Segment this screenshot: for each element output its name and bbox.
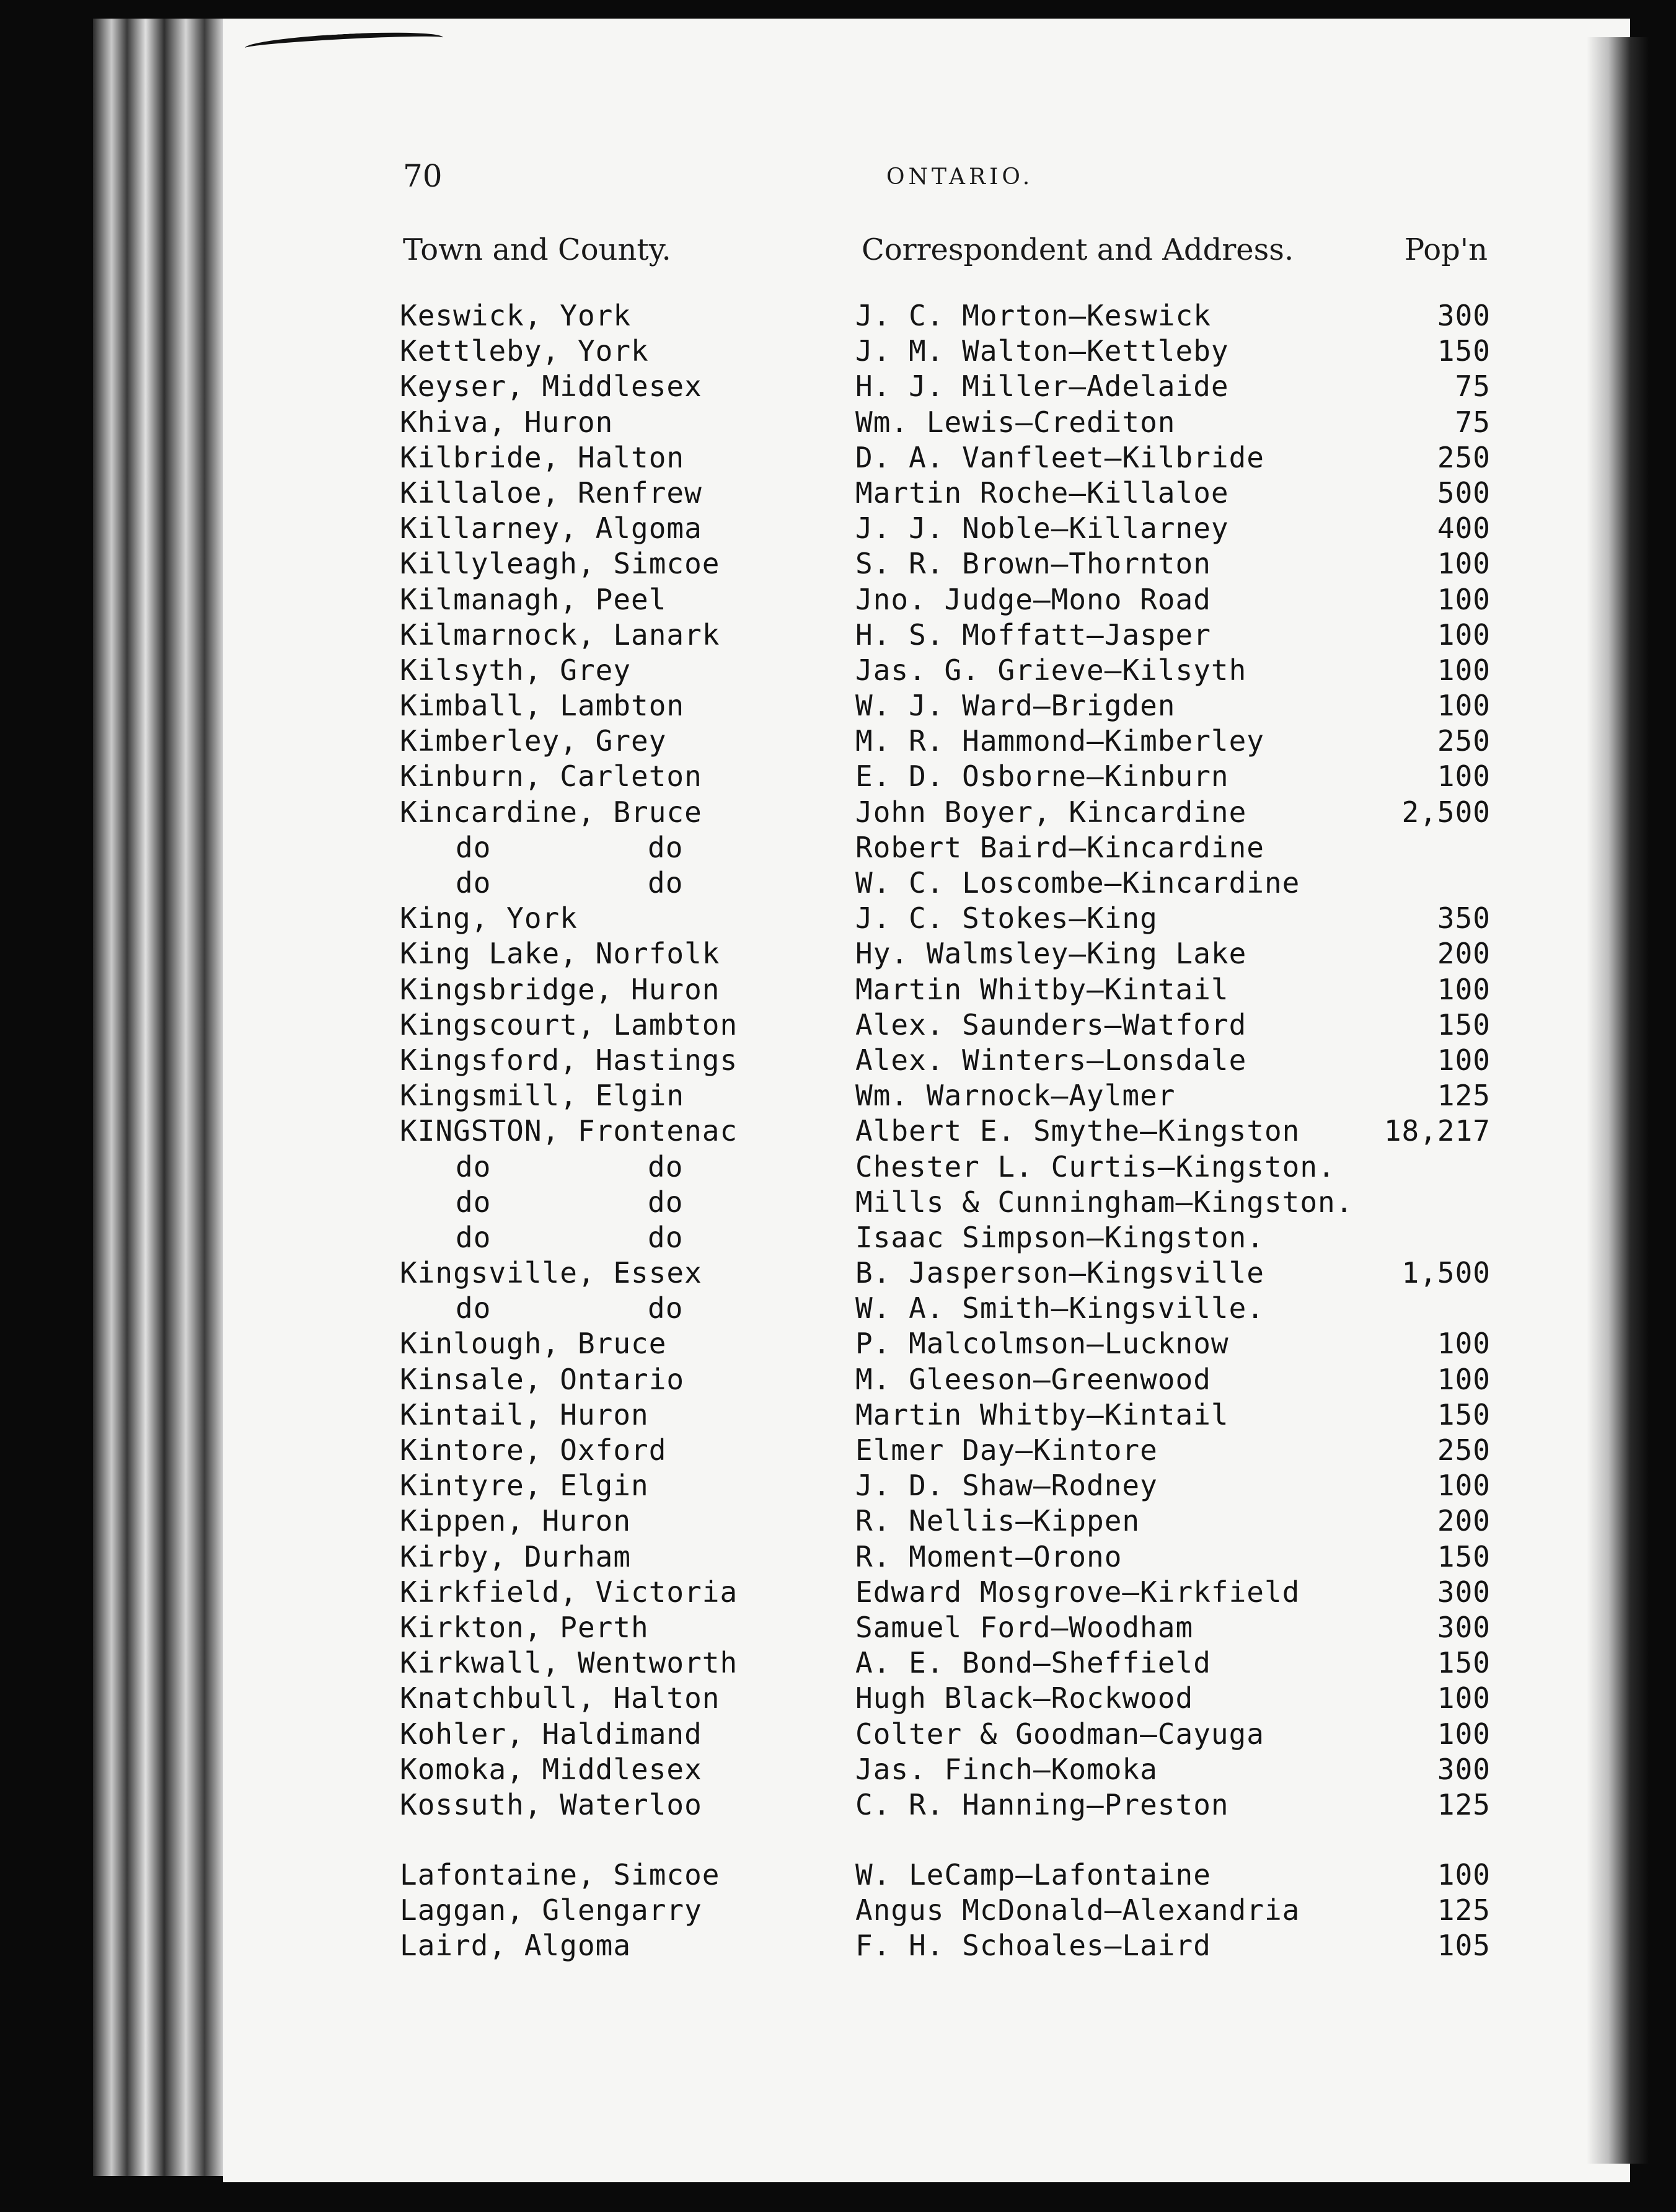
town-county: Keyser, Middlesex <box>400 369 702 404</box>
population: 150 <box>1437 1397 1491 1431</box>
town-county: Kintyre, Elgin <box>400 1469 649 1503</box>
list-item <box>400 333 1491 368</box>
correspondent-address: Wm. Warnock—Aylmer <box>855 1079 1176 1113</box>
population: 150 <box>1437 334 1491 368</box>
list-item <box>400 510 1491 546</box>
population: 150 <box>1437 1646 1491 1680</box>
list-item <box>400 688 1491 723</box>
list-item <box>400 830 1491 865</box>
ditto-mark: do <box>456 1185 492 1219</box>
population: 125 <box>1437 1787 1491 1821</box>
list-item <box>400 1892 1491 1927</box>
list-item <box>400 1113 1491 1148</box>
directory-list <box>400 298 1491 1963</box>
list-item <box>400 1077 1491 1113</box>
ditto-mark: do <box>648 1291 684 1325</box>
population: 100 <box>1437 1043 1491 1077</box>
population: 100 <box>1437 582 1491 616</box>
town-county: Kohler, Haldimand <box>400 1717 702 1751</box>
correspondent-address: Mills & Cunningham—Kingston. <box>855 1185 1354 1219</box>
correspondent-address: J. C. Morton—Keswick <box>855 299 1211 332</box>
population: 100 <box>1437 1469 1491 1503</box>
list-item <box>400 1574 1491 1609</box>
list-item <box>400 794 1491 830</box>
town-county: Kintail, Huron <box>400 1397 649 1431</box>
town-county: Lafontaine, Simcoe <box>400 1858 720 1892</box>
population: 250 <box>1437 440 1491 474</box>
town-county: Kintore, Oxford <box>400 1433 667 1467</box>
ditto-mark: do <box>648 1220 684 1254</box>
list-item <box>400 1397 1491 1432</box>
population: 400 <box>1437 511 1491 546</box>
population: 100 <box>1437 689 1491 723</box>
list-item <box>400 440 1491 475</box>
town-county: Komoka, Middlesex <box>400 1752 702 1786</box>
column-header-pop: Pop'n <box>1404 232 1488 267</box>
ditto-mark: do <box>456 1291 492 1325</box>
town-county: Killarney, Algoma <box>400 511 702 546</box>
town-county: Kingscourt, Lambton <box>400 1007 738 1042</box>
town-county: Kettleby, York <box>400 334 649 368</box>
population: 100 <box>1437 1858 1491 1892</box>
correspondent-address: W. LeCamp—Lafontaine <box>855 1858 1211 1892</box>
town-county: Kilsyth, Grey <box>400 653 632 687</box>
page-right-edge <box>1587 37 1649 2164</box>
town-county: Kirkfield, Victoria <box>400 1575 738 1609</box>
list-item <box>400 1184 1491 1219</box>
correspondent-address: R. Moment—Orono <box>855 1539 1122 1573</box>
correspondent-address: W. A. Smith—Kingsville. <box>855 1291 1264 1325</box>
list-item <box>400 546 1491 581</box>
population: 100 <box>1437 1362 1491 1396</box>
town-county: Killyleagh, Simcoe <box>400 547 720 581</box>
population: 2,500 <box>1401 795 1491 829</box>
list-item <box>400 723 1491 758</box>
population: 350 <box>1437 901 1491 936</box>
population: 250 <box>1437 1433 1491 1467</box>
population: 1,500 <box>1401 1256 1491 1290</box>
page-header <box>403 158 1488 201</box>
correspondent-address: J. M. Walton—Kettleby <box>855 334 1229 368</box>
running-head: ONTARIO. <box>886 164 1034 190</box>
town-county: Kinsale, Ontario <box>400 1362 685 1396</box>
correspondent-address: W. C. Loscombe—Kincardine <box>855 866 1300 900</box>
list-item <box>400 1361 1491 1397</box>
population: 18,217 <box>1383 1114 1491 1148</box>
list-item <box>400 1857 1491 1892</box>
list-item <box>400 936 1491 971</box>
ditto-mark: do <box>648 1185 684 1219</box>
ditto-mark: do <box>648 1149 684 1183</box>
town-county: Kirkwall, Wentworth <box>400 1646 738 1680</box>
list-item <box>400 1716 1491 1751</box>
correspondent-address: Hy. Walmsley—King Lake <box>855 937 1247 971</box>
correspondent-address: W. J. Ward—Brigden <box>855 689 1176 723</box>
list-item <box>400 368 1491 404</box>
population: 125 <box>1437 1893 1491 1927</box>
list-item <box>400 971 1491 1007</box>
correspondent-address: F. H. Schoales—Laird <box>855 1929 1211 1963</box>
population: 300 <box>1437 1752 1491 1786</box>
population: 125 <box>1437 1079 1491 1113</box>
correspondent-address: B. Jasperson—Kingsville <box>855 1256 1264 1290</box>
correspondent-address: Colter & Goodman—Cayuga <box>855 1717 1264 1751</box>
population: 200 <box>1437 937 1491 971</box>
list-item <box>400 1503 1491 1538</box>
population: 100 <box>1437 1327 1491 1361</box>
town-county: Kippen, Huron <box>400 1504 632 1538</box>
list-item <box>400 1927 1491 1963</box>
list-item <box>400 1219 1491 1255</box>
correspondent-address: M. Gleeson—Greenwood <box>855 1362 1211 1396</box>
town-county: Kingsbridge, Huron <box>400 972 720 1006</box>
town-county: King Lake, Norfolk <box>400 937 720 971</box>
correspondent-address: Jas. G. Grieve—Kilsyth <box>855 653 1247 687</box>
correspondent-address: Alex. Saunders—Watford <box>855 1007 1247 1042</box>
ditto-mark: do <box>456 1220 492 1254</box>
correspondent-address: Alex. Winters—Lonsdale <box>855 1043 1247 1077</box>
list-item <box>400 1609 1491 1645</box>
population: 105 <box>1437 1929 1491 1963</box>
column-header-correspondent: Correspondent and Address. <box>862 232 1294 267</box>
list-item <box>400 1042 1491 1077</box>
correspondent-address: Albert E. Smythe—Kingston <box>855 1114 1300 1148</box>
population: 100 <box>1437 1717 1491 1751</box>
correspondent-address: Wm. Lewis—Crediton <box>855 405 1176 439</box>
ditto-mark: do <box>648 830 684 864</box>
population: 100 <box>1437 759 1491 794</box>
population: 200 <box>1437 1504 1491 1538</box>
list-item <box>400 900 1491 936</box>
list-item <box>400 617 1491 652</box>
list-item <box>400 652 1491 688</box>
population: 500 <box>1437 476 1491 510</box>
town-county: Kilmarnock, Lanark <box>400 617 720 652</box>
list-item <box>400 1432 1491 1467</box>
population: 300 <box>1437 1575 1491 1609</box>
list-item <box>400 1645 1491 1680</box>
town-county: Kossuth, Waterloo <box>400 1787 702 1821</box>
town-county: Kincardine, Bruce <box>400 795 702 829</box>
correspondent-address: Chester L. Curtis—Kingston. <box>855 1149 1336 1183</box>
list-item <box>400 758 1491 794</box>
population: 100 <box>1437 653 1491 687</box>
correspondent-address: E. D. Osborne—Kinburn <box>855 759 1229 794</box>
list-item <box>400 582 1491 617</box>
population: 75 <box>1455 369 1491 404</box>
list-item <box>400 1787 1491 1822</box>
correspondent-address: D. A. Vanfleet—Kilbride <box>855 440 1264 474</box>
correspondent-address: Martin Roche—Killaloe <box>855 476 1229 510</box>
correspondent-address: J. C. Stokes—King <box>855 901 1158 936</box>
town-county: Kingsville, Essex <box>400 1256 702 1290</box>
list-item <box>400 1680 1491 1715</box>
correspondent-address: Jno. Judge—Mono Road <box>855 582 1211 616</box>
town-county: Kinburn, Carleton <box>400 759 702 794</box>
town-county: Killaloe, Renfrew <box>400 476 702 510</box>
correspondent-address: H. J. Miller—Adelaide <box>855 369 1229 404</box>
town-county: Khiva, Huron <box>400 405 614 439</box>
correspondent-address: Robert Baird—Kincardine <box>855 830 1264 864</box>
list-item <box>400 1149 1491 1184</box>
ditto-mark: do <box>456 1149 492 1183</box>
town-county: Keswick, York <box>400 299 632 332</box>
town-county: Kimball, Lambton <box>400 689 685 723</box>
correspondent-address: Isaac Simpson—Kingston. <box>855 1220 1264 1254</box>
town-county: Knatchbull, Halton <box>400 1681 720 1715</box>
correspondent-address: Elmer Day—Kintore <box>855 1433 1158 1467</box>
town-county: Kimberley, Grey <box>400 724 667 758</box>
list-item <box>400 475 1491 510</box>
population: 150 <box>1437 1539 1491 1573</box>
correspondent-address: Jas. Finch—Komoka <box>855 1752 1158 1786</box>
ditto-mark: do <box>456 830 492 864</box>
list-item <box>400 865 1491 900</box>
ditto-mark: do <box>648 866 684 900</box>
list-item <box>400 1290 1491 1325</box>
population: 100 <box>1437 1681 1491 1715</box>
column-header-town: Town and County. <box>403 232 671 267</box>
list-item <box>400 298 1491 333</box>
population: 100 <box>1437 547 1491 581</box>
correspondent-address: M. R. Hammond—Kimberley <box>855 724 1264 758</box>
town-county: Kilmanagh, Peel <box>400 582 667 616</box>
town-county: Kirkton, Perth <box>400 1610 649 1644</box>
correspondent-address: Edward Mosgrove—Kirkfield <box>855 1575 1300 1609</box>
list-item <box>400 1325 1491 1361</box>
population: 100 <box>1437 617 1491 652</box>
list-item <box>400 1751 1491 1787</box>
town-county: Kingsmill, Elgin <box>400 1079 685 1113</box>
town-county: Laird, Algoma <box>400 1929 632 1963</box>
population: 300 <box>1437 1610 1491 1644</box>
correspondent-address: J. D. Shaw—Rodney <box>855 1469 1158 1503</box>
town-county: King, York <box>400 901 578 936</box>
correspondent-address: H. S. Moffatt—Jasper <box>855 617 1211 652</box>
list-item <box>400 1007 1491 1042</box>
list-item <box>400 1467 1491 1503</box>
town-county: Laggan, Glengarry <box>400 1893 702 1927</box>
town-county: KINGSTON, Frontenac <box>400 1114 738 1148</box>
population: 150 <box>1437 1007 1491 1042</box>
correspondent-address: Hugh Black—Rockwood <box>855 1681 1194 1715</box>
correspondent-address: Martin Whitby—Kintail <box>855 1397 1229 1431</box>
correspondent-address: S. R. Brown—Thornton <box>855 547 1211 581</box>
correspondent-address: John Boyer, Kincardine <box>855 795 1247 829</box>
page-number: 70 <box>403 158 443 194</box>
correspondent-address: P. Malcolmson—Lucknow <box>855 1327 1229 1361</box>
list-item <box>400 1255 1491 1290</box>
column-headers <box>403 232 1488 276</box>
list-item <box>400 404 1491 440</box>
population: 75 <box>1455 405 1491 439</box>
correspondent-address: Martin Whitby—Kintail <box>855 972 1229 1006</box>
town-county: Kirby, Durham <box>400 1539 632 1573</box>
correspondent-address: A. E. Bond—Sheffield <box>855 1646 1211 1680</box>
ditto-mark: do <box>456 866 492 900</box>
town-county: Kinlough, Bruce <box>400 1327 667 1361</box>
correspondent-address: C. R. Hanning—Preston <box>855 1787 1229 1821</box>
correspondent-address: J. J. Noble—Killarney <box>855 511 1229 546</box>
correspondent-address: Angus McDonald—Alexandria <box>855 1893 1300 1927</box>
population: 100 <box>1437 972 1491 1006</box>
population: 250 <box>1437 724 1491 758</box>
list-item <box>400 1539 1491 1574</box>
correspondent-address: Samuel Ford—Woodham <box>855 1610 1194 1644</box>
town-county: Kilbride, Halton <box>400 440 685 474</box>
town-county: Kingsford, Hastings <box>400 1043 738 1077</box>
correspondent-address: R. Nellis—Kippen <box>855 1504 1140 1538</box>
population: 300 <box>1437 299 1491 332</box>
